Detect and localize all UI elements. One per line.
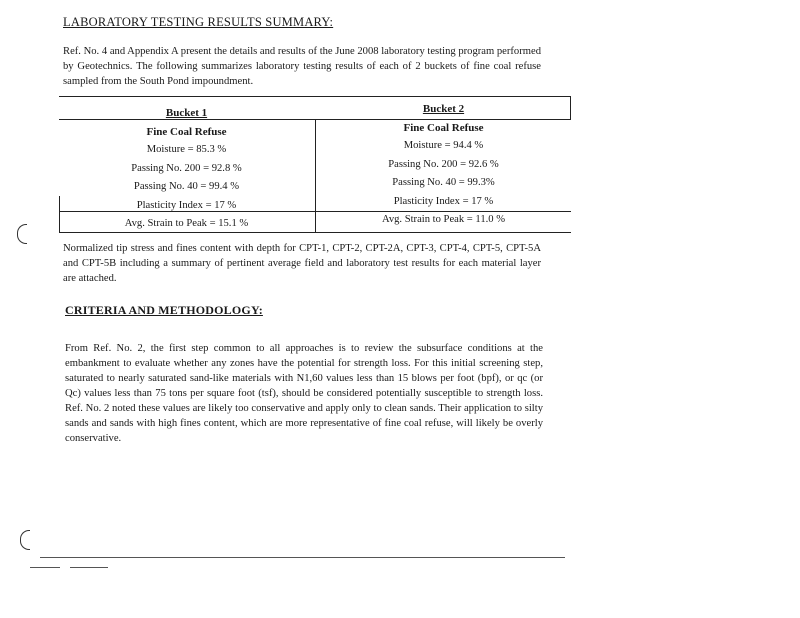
lab-results-paragraph: Ref. No. 4 and Appendix A present the details and results of the June 2008 laboratory testing program performed by Geotechnics. The following summarizes laboratory testing results of each of 2 buckets of fine coal refuse sampled from the South Pond impoundment. [63, 46, 541, 87]
bucket-2-strain: Avg. Strain to Peak = 11.0 % [381, 214, 506, 225]
bucket-1-column [59, 104, 314, 234]
bucket-2-passing-200: Passing No. 200 = 92.6 % [388, 158, 499, 170]
bucket-2-passing-40: Passing No. 40 = 99.3% [392, 177, 495, 188]
bucket-1-passing-40: Passing No. 40 = 99.4 % [133, 181, 240, 192]
footer-rule [70, 567, 108, 568]
footer-rule [30, 567, 60, 568]
bucket-2-plasticity: Plasticity Index = 17 % [393, 195, 494, 207]
bucket-2-material: Fine Coal Refuse [403, 121, 484, 134]
binder-hole-mark [20, 530, 30, 550]
bucket-1-plasticity: Plasticity Index = 17 % [136, 199, 237, 211]
bucket-1-moisture: Moisture = 85.3 % [146, 144, 227, 155]
results-table [59, 96, 571, 236]
table-rule [59, 96, 571, 97]
bucket-2-column [316, 100, 571, 230]
section-title-lab-results: LABORATORY TESTING RESULTS SUMMARY: [63, 15, 334, 29]
footer-rule [40, 557, 565, 558]
section-title-criteria: CRITERIA AND METHODOLOGY: [65, 303, 263, 317]
bucket-1-passing-200: Passing No. 200 = 92.8 % [131, 162, 242, 174]
cpt-summary-paragraph: Normalized tip stress and fines content with depth for CPT-1, CPT-2, CPT-2A, CPT-3, CPT-4, CPT-5, CPT-5A and CPT-5B including a summary of pertinent average field and laboratory test results for each material layer are attached. [63, 243, 541, 284]
bucket-1-strain: Avg. Strain to Peak = 15.1 % [124, 218, 249, 229]
bucket-1-title: Bucket 1 [165, 107, 208, 119]
bucket-2-title: Bucket 2 [422, 103, 465, 115]
binder-hole-mark [17, 224, 27, 244]
bucket-1-material: Fine Coal Refuse [146, 125, 227, 138]
bucket-2-moisture: Moisture = 94.4 % [403, 140, 484, 151]
criteria-paragraph: From Ref. No. 2, the first step common to all approaches is to review the subsurface conditions at the embankment to evaluate whether any zones have the potential for strength loss. For this initial screening step, saturated to nearly saturated sand-like materials with N1,60 values less than 15 blows per foot (bpf), or qc (or Qc) values less than 75 tons per square foot (tsf), should be considered potentially susceptible to strength loss. Ref. No. 2 noted these values are likely too conservative and apply only to clean sands. Their application to silty sands and sands with high fines content, which are more representative of fine coal refuse, will likely be overly conservative. [65, 343, 543, 444]
